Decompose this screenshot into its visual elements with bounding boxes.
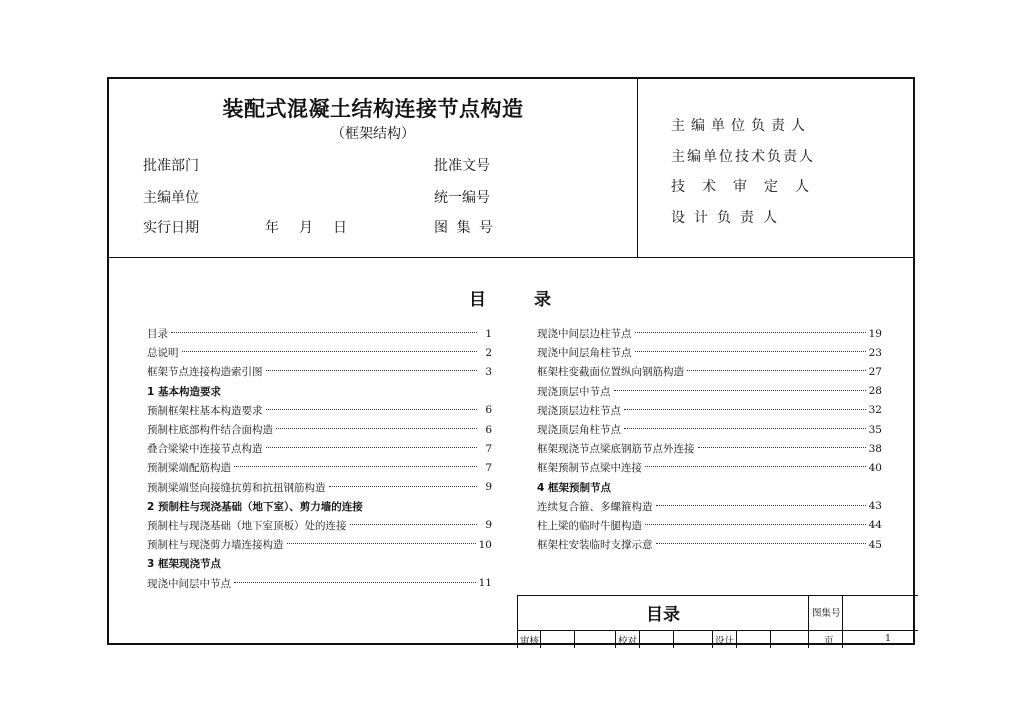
toc-entry-page: 19: [868, 327, 882, 340]
title-block-cell-divider: [712, 630, 713, 648]
title-block-divider: [842, 596, 843, 630]
chief-unit-leader: 主编单位负责人: [671, 118, 811, 134]
toc-entry: [537, 458, 882, 477]
toc-entry-label: 连续复合箍、多螺箍构造: [537, 500, 653, 513]
toc-entry: [147, 362, 492, 381]
toc-entry-label: 2 预制柱与现浇基础（地下室）、剪力墙的连接: [147, 500, 363, 513]
toc-entry-label: 预制梁端竖向接缝抗剪和抗扭钢筋构造: [147, 481, 326, 494]
toc-entry-label: 现浇顶层中节点: [537, 385, 611, 398]
toc-title-right: 录: [534, 290, 551, 310]
title-block-hline: [518, 630, 918, 631]
toc-entry-label: 预制梁端配筋构造: [147, 462, 231, 475]
review-label: 审核: [520, 636, 540, 647]
toc-entry-label: 框架预制节点梁中连接: [537, 462, 642, 475]
toc-entry-label: 框架现浇节点梁底钢筋节点外连接: [537, 443, 695, 456]
toc-entry: [147, 401, 492, 420]
toc-entry-page: 45: [868, 538, 882, 551]
toc-leader-dots: [350, 524, 478, 525]
toc-entry-label: 3 框架现浇节点: [147, 558, 221, 571]
title-block-cell-divider: [540, 630, 541, 648]
design-leader: 设计负责人: [671, 210, 786, 226]
toc-entry-label: 框架柱安装临时支撑示意: [537, 539, 653, 552]
toc-entry-label: 现浇顶层角柱节点: [537, 424, 621, 437]
toc-entry-page: 10: [478, 538, 492, 551]
toc-leader-dots: [645, 466, 866, 467]
toc-entry-label: 预制框架柱基本构造要求: [147, 404, 263, 417]
chief-unit-label: 主编单位: [143, 190, 199, 206]
title-block-cell-divider: [615, 630, 616, 648]
toc-entry-page: 43: [868, 500, 882, 513]
toc-entry: [147, 420, 492, 439]
toc-leader-dots: [234, 582, 476, 583]
header-horizontal-divider: [109, 257, 913, 258]
toc-entry-page: 38: [868, 442, 882, 455]
title-block-cell-divider: [842, 630, 843, 648]
toc-left-column: [147, 324, 492, 593]
toc-leader-dots: [266, 447, 478, 448]
toc-entry: [537, 535, 882, 554]
toc-entry-label: 现浇中间层中节点: [147, 577, 231, 590]
toc-entry: [147, 478, 492, 497]
toc-entry-page: 23: [868, 346, 882, 359]
toc-right-column: [537, 324, 882, 554]
toc-entry-page: 7: [485, 461, 492, 474]
toc-entry: [147, 516, 492, 535]
toc-entry-page: 1: [485, 327, 492, 340]
toc-entry: [537, 420, 882, 439]
toc-entry-label: 框架柱变截面位置纵向钢筋构造: [537, 366, 684, 379]
toc-entry-page: 28: [868, 385, 882, 398]
page-subtitle: （框架结构）: [331, 126, 415, 142]
toc-leader-dots: [329, 486, 478, 487]
title-block-cell-divider: [736, 630, 737, 648]
toc-entry-label: 柱上梁的临时牛腿构造: [537, 519, 642, 532]
toc-leader-dots: [266, 370, 478, 371]
toc-entry: [537, 343, 882, 362]
header-vertical-divider: [637, 79, 638, 257]
unified-no-label: 统一编号: [434, 190, 490, 206]
toc-entry-page: 11: [478, 577, 492, 590]
toc-title: [469, 285, 551, 310]
toc-entry-page: 6: [485, 404, 492, 417]
toc-entry: [147, 458, 492, 477]
drawing-frame: [107, 77, 915, 645]
toc-entry-label: 框架节点连接构造索引图: [147, 366, 263, 379]
toc-leader-dots: [656, 543, 866, 544]
chief-unit-tech-leader: 主编单位技术负责人: [671, 149, 815, 165]
toc-leader-dots: [635, 332, 866, 333]
toc-entry-page: 44: [868, 519, 882, 532]
tech-reviewer: 技术审定人: [671, 179, 826, 195]
toc-entry: [147, 535, 492, 554]
toc-section-heading: [147, 554, 492, 573]
toc-entry-label: 1 基本构造要求: [147, 385, 221, 398]
toc-entry: [537, 401, 882, 420]
toc-entry: [147, 573, 492, 592]
title-block: [517, 595, 918, 648]
toc-entry-page: 32: [868, 404, 882, 417]
toc-entry: [537, 382, 882, 401]
toc-title-left: 目: [469, 290, 486, 310]
toc-entry: [147, 324, 492, 343]
atlas-no-label: 图 集 号: [434, 220, 495, 236]
toc-entry: [537, 439, 882, 458]
toc-entry-label: 目录: [147, 328, 168, 341]
toc-leader-dots: [171, 332, 477, 333]
toc-entry: [147, 439, 492, 458]
atlas-no-cell-label: 图集号: [812, 608, 841, 619]
toc-leader-dots: [287, 543, 476, 544]
toc-entry-page: 3: [485, 365, 492, 378]
toc-entry-label: 现浇顶层边柱节点: [537, 404, 621, 417]
toc-entry-page: 40: [868, 461, 882, 474]
toc-entry-label: 预制柱与现浇基础（地下室顶板）处的连接: [147, 519, 347, 532]
toc-entry: [537, 324, 882, 343]
toc-entry-label: 现浇中间层角柱节点: [537, 347, 632, 360]
approval-doc-no-label: 批准文号: [434, 158, 490, 174]
toc-entry-page: 6: [485, 423, 492, 436]
toc-entry-page: 9: [485, 481, 492, 494]
toc-entry-label: 4 框架预制节点: [537, 481, 611, 494]
title-block-divider: [808, 596, 809, 648]
toc-entry-label: 总说明: [147, 347, 179, 360]
toc-section-heading: [537, 478, 882, 497]
toc-entry-label: 预制柱与现浇剪力墙连接构造: [147, 539, 284, 552]
approval-dept-label: 批准部门: [143, 158, 199, 174]
title-block-name: 目录: [646, 605, 680, 625]
toc-entry-page: 9: [485, 519, 492, 532]
toc-entry-page: 35: [868, 423, 882, 436]
toc-leader-dots: [635, 351, 866, 352]
toc-section-heading: [147, 497, 492, 516]
title-block-cell-divider: [639, 630, 640, 648]
toc-leader-dots: [276, 428, 477, 429]
design-label: 设计: [715, 636, 735, 647]
title-block-cell-divider: [770, 630, 771, 648]
toc-entry-page: 27: [868, 365, 882, 378]
toc-entry: [147, 343, 492, 362]
proofread-label: 校对: [618, 636, 638, 647]
toc-entry-label: 现浇中间层边柱节点: [537, 328, 632, 341]
toc-leader-dots: [687, 370, 866, 371]
toc-entry-label: 预制柱底部构件结合面构造: [147, 424, 273, 437]
toc-entry: [537, 497, 882, 516]
toc-leader-dots: [182, 351, 478, 352]
toc-section-heading: [147, 382, 492, 401]
page-value: 1: [885, 633, 892, 644]
page-title: 装配式混凝土结构连接节点构造: [222, 97, 524, 121]
title-block-cell-divider: [574, 630, 575, 648]
toc-leader-dots: [656, 505, 866, 506]
toc-leader-dots: [645, 524, 866, 525]
toc-leader-dots: [266, 409, 478, 410]
toc-leader-dots: [624, 409, 866, 410]
date-format: 年 月 日: [265, 220, 350, 236]
toc-leader-dots: [234, 466, 477, 467]
page-label: 页: [824, 636, 834, 647]
toc-leader-dots: [614, 390, 866, 391]
toc-leader-dots: [698, 447, 866, 448]
toc-entry: [537, 516, 882, 535]
toc-entry-page: 7: [485, 442, 492, 455]
toc-leader-dots: [624, 428, 866, 429]
toc-entry-label: 叠合梁梁中连接节点构造: [147, 443, 263, 456]
effective-date-label: 实行日期: [143, 220, 199, 236]
toc-entry-page: 2: [485, 346, 492, 359]
title-block-cell-divider: [673, 630, 674, 648]
toc-entry: [537, 362, 882, 381]
